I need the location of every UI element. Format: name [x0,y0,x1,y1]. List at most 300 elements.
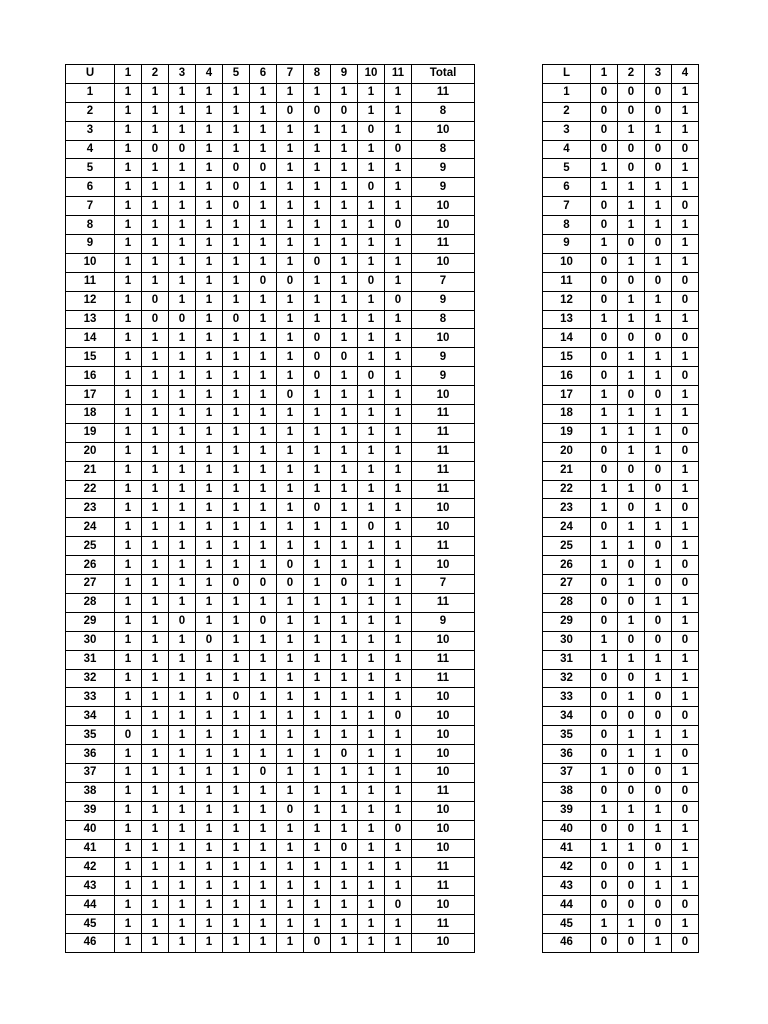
upper-score-cell: 1 [358,933,385,952]
lower-row-number: 36 [543,745,591,764]
table-row [543,253,699,272]
lower-row-number: 41 [543,839,591,858]
upper-score-cell: 1 [250,593,277,612]
upper-column-header: 5 [223,65,250,84]
upper-score-cell: 1 [385,631,412,650]
upper-score-cell: 1 [250,442,277,461]
lower-score-cell: 1 [672,386,699,405]
table-row [66,575,475,594]
table-row [66,197,475,216]
upper-score-cell: 1 [304,405,331,424]
upper-score-cell: 1 [196,121,223,140]
upper-score-cell: 1 [304,121,331,140]
lower-score-cell: 1 [672,669,699,688]
upper-score-cell: 0 [223,310,250,329]
lower-score-cell: 1 [618,650,645,669]
table-row [543,688,699,707]
lower-row-number: 14 [543,329,591,348]
upper-score-cell: 1 [331,896,358,915]
upper-score-cell: 1 [385,159,412,178]
lower-score-cell: 0 [591,272,618,291]
upper-score-cell: 1 [304,877,331,896]
upper-score-cell: 1 [169,178,196,197]
lower-score-cell: 0 [645,102,672,121]
upper-score-cell: 1 [385,915,412,934]
upper-score-cell: 1 [142,423,169,442]
upper-score-cell: 1 [304,858,331,877]
lower-score-cell: 0 [591,140,618,159]
upper-score-cell: 1 [277,593,304,612]
upper-score-cell: 1 [115,631,142,650]
lower-score-cell: 1 [672,915,699,934]
upper-column-header: Total [412,65,475,84]
lower-score-cell: 1 [618,915,645,934]
upper-score-cell: 1 [385,839,412,858]
upper-score-cell: 1 [142,197,169,216]
lower-score-cell: 1 [645,933,672,952]
lower-score-cell: 1 [591,650,618,669]
upper-score-cell: 1 [331,442,358,461]
upper-score-cell: 1 [277,650,304,669]
upper-score-cell: 1 [223,782,250,801]
lower-score-cell: 1 [672,253,699,272]
upper-score-cell: 1 [358,877,385,896]
upper-score-cell: 1 [142,348,169,367]
upper-total-cell: 10 [412,329,475,348]
lower-row-number: 23 [543,499,591,518]
upper-score-cell: 1 [385,669,412,688]
upper-score-cell: 0 [385,820,412,839]
upper-score-cell: 0 [277,386,304,405]
upper-score-cell: 1 [115,216,142,235]
lower-score-cell: 0 [591,612,618,631]
upper-row-number: 36 [66,745,115,764]
lower-score-cell: 0 [591,820,618,839]
upper-score-cell: 1 [250,707,277,726]
lower-row-number: 10 [543,253,591,272]
upper-column-header: 2 [142,65,169,84]
upper-score-cell: 1 [277,537,304,556]
upper-score-cell: 1 [142,83,169,102]
upper-score-cell: 1 [169,216,196,235]
upper-score-cell: 1 [142,933,169,952]
upper-total-cell: 10 [412,726,475,745]
upper-score-cell: 1 [304,839,331,858]
table-row [543,480,699,499]
upper-score-cell: 1 [385,933,412,952]
upper-column-header: U [66,65,115,84]
upper-score-cell: 1 [277,348,304,367]
table-row [66,83,475,102]
upper-row-number: 28 [66,593,115,612]
upper-total-cell: 11 [412,669,475,688]
upper-score-cell: 1 [196,348,223,367]
lower-score-cell: 0 [645,235,672,254]
upper-score-cell: 1 [250,839,277,858]
upper-score-cell: 1 [115,253,142,272]
lower-row-number: 19 [543,423,591,442]
upper-score-cell: 1 [196,272,223,291]
upper-score-cell: 1 [115,405,142,424]
upper-score-cell: 1 [142,745,169,764]
upper-score-cell: 1 [169,858,196,877]
upper-row-number: 2 [66,102,115,121]
table-row [543,83,699,102]
upper-score-cell: 1 [277,518,304,537]
upper-row-number: 46 [66,933,115,952]
table-row [66,915,475,934]
upper-score-cell: 1 [250,329,277,348]
upper-score-cell: 1 [250,915,277,934]
lower-score-cell: 0 [672,423,699,442]
upper-row-number: 24 [66,518,115,537]
upper-score-cell: 0 [358,367,385,386]
upper-score-cell: 1 [304,631,331,650]
table-row [543,575,699,594]
lower-score-cell: 1 [618,537,645,556]
lower-row-number: 24 [543,518,591,537]
upper-score-cell: 1 [385,405,412,424]
upper-row-number: 26 [66,556,115,575]
upper-score-cell: 1 [196,499,223,518]
lower-score-cell: 0 [618,896,645,915]
upper-score-cell: 1 [250,933,277,952]
upper-score-cell: 1 [385,386,412,405]
upper-score-cell: 1 [358,839,385,858]
lower-row-number: 30 [543,631,591,650]
upper-score-cell: 1 [142,253,169,272]
table-row [543,235,699,254]
upper-score-cell: 1 [358,159,385,178]
upper-total-cell: 8 [412,310,475,329]
upper-score-cell: 1 [169,480,196,499]
upper-score-cell: 1 [196,461,223,480]
upper-score-cell: 1 [304,669,331,688]
lower-score-cell: 0 [591,348,618,367]
upper-score-cell: 1 [277,140,304,159]
upper-total-cell: 9 [412,178,475,197]
table-row [543,348,699,367]
lower-score-cell: 0 [645,915,672,934]
upper-row-number: 40 [66,820,115,839]
upper-score-cell: 1 [358,216,385,235]
upper-score-cell: 1 [142,593,169,612]
upper-score-cell: 1 [250,650,277,669]
upper-score-cell: 1 [169,575,196,594]
upper-score-cell: 1 [304,896,331,915]
lower-score-cell: 0 [672,499,699,518]
upper-score-cell: 1 [331,329,358,348]
upper-row-number: 22 [66,480,115,499]
upper-score-cell: 1 [385,801,412,820]
upper-row-number: 5 [66,159,115,178]
upper-total-cell: 10 [412,801,475,820]
lower-score-cell: 0 [645,461,672,480]
upper-total-cell: 10 [412,933,475,952]
upper-score-cell: 1 [169,726,196,745]
upper-total-cell: 8 [412,140,475,159]
upper-score-cell: 1 [142,537,169,556]
upper-score-cell: 1 [358,858,385,877]
lower-score-cell: 1 [618,801,645,820]
upper-row-number: 16 [66,367,115,386]
lower-score-cell: 1 [618,442,645,461]
upper-score-cell: 1 [115,839,142,858]
upper-score-cell: 1 [169,631,196,650]
upper-score-cell: 0 [223,197,250,216]
upper-score-cell: 1 [385,253,412,272]
lower-score-cell: 0 [591,329,618,348]
upper-score-cell: 1 [385,423,412,442]
upper-total-cell: 10 [412,386,475,405]
lower-table-header [543,65,699,84]
upper-score-cell: 1 [385,272,412,291]
upper-row-number: 19 [66,423,115,442]
lower-row-number: 4 [543,140,591,159]
upper-score-cell: 0 [223,159,250,178]
table-row [543,612,699,631]
upper-score-cell: 1 [358,499,385,518]
upper-score-cell: 1 [169,669,196,688]
upper-score-cell: 1 [196,915,223,934]
lower-score-cell: 1 [645,801,672,820]
upper-score-cell: 1 [115,178,142,197]
upper-score-cell: 1 [331,915,358,934]
lower-score-cell: 1 [672,480,699,499]
lower-header-row [543,65,699,84]
lower-score-cell: 0 [618,83,645,102]
upper-score-cell: 1 [304,423,331,442]
upper-column-header: 4 [196,65,223,84]
table-row [66,367,475,386]
upper-score-cell: 1 [169,877,196,896]
upper-score-cell: 1 [358,707,385,726]
upper-score-cell: 1 [304,386,331,405]
lower-score-cell: 1 [591,235,618,254]
table-row [66,329,475,348]
upper-score-cell: 0 [277,575,304,594]
upper-score-cell: 1 [304,518,331,537]
upper-score-cell: 1 [304,235,331,254]
lower-score-cell: 1 [672,763,699,782]
upper-score-cell: 1 [358,575,385,594]
upper-score-cell: 1 [115,575,142,594]
upper-score-cell: 1 [250,178,277,197]
upper-score-cell: 1 [169,159,196,178]
upper-score-cell: 1 [304,480,331,499]
upper-score-cell: 1 [142,272,169,291]
upper-row-number: 29 [66,612,115,631]
lower-score-cell: 0 [672,556,699,575]
lower-row-number: 1 [543,83,591,102]
upper-total-cell: 10 [412,556,475,575]
upper-score-cell: 1 [115,235,142,254]
lower-score-cell: 1 [618,310,645,329]
upper-score-cell: 1 [385,556,412,575]
upper-score-cell: 1 [331,556,358,575]
lower-score-cell: 0 [672,442,699,461]
upper-total-cell: 11 [412,650,475,669]
lower-score-cell: 1 [618,423,645,442]
upper-score-cell: 0 [169,140,196,159]
upper-row-number: 41 [66,839,115,858]
upper-score-cell: 1 [169,650,196,669]
upper-row-number: 21 [66,461,115,480]
upper-score-cell: 1 [169,896,196,915]
lower-score-cell: 0 [591,669,618,688]
upper-score-cell: 0 [304,933,331,952]
upper-score-cell: 1 [331,367,358,386]
upper-table-header [66,65,475,84]
upper-score-cell: 1 [223,518,250,537]
upper-score-cell: 1 [331,121,358,140]
lower-score-cell: 1 [618,745,645,764]
upper-score-cell: 1 [142,858,169,877]
upper-score-cell: 1 [331,140,358,159]
upper-score-cell: 1 [250,896,277,915]
upper-score-cell: 1 [385,499,412,518]
upper-score-cell: 1 [115,782,142,801]
table-row [543,820,699,839]
upper-score-cell: 1 [142,575,169,594]
lower-score-cell: 1 [672,726,699,745]
upper-score-cell: 1 [304,782,331,801]
upper-score-cell: 1 [196,518,223,537]
upper-total-cell: 11 [412,235,475,254]
upper-row-number: 38 [66,782,115,801]
upper-score-cell: 0 [304,367,331,386]
upper-score-cell: 1 [142,480,169,499]
upper-score-cell: 1 [196,216,223,235]
upper-row-number: 18 [66,405,115,424]
upper-score-cell: 1 [142,688,169,707]
upper-score-cell: 1 [331,83,358,102]
upper-row-number: 33 [66,688,115,707]
upper-row-number: 20 [66,442,115,461]
upper-score-cell: 1 [331,310,358,329]
upper-total-cell: 9 [412,612,475,631]
table-row [543,405,699,424]
upper-score-cell: 0 [250,272,277,291]
upper-score-cell: 1 [331,707,358,726]
lower-row-number: 26 [543,556,591,575]
upper-score-cell: 1 [169,291,196,310]
upper-total-cell: 10 [412,216,475,235]
upper-score-cell: 1 [223,216,250,235]
lower-score-cell: 1 [591,537,618,556]
upper-score-cell: 1 [223,650,250,669]
table-row [543,782,699,801]
upper-score-cell: 1 [115,745,142,764]
upper-total-cell: 10 [412,518,475,537]
lower-row-number: 3 [543,121,591,140]
upper-score-cell: 0 [358,272,385,291]
upper-score-cell: 1 [385,367,412,386]
lower-score-cell: 1 [645,820,672,839]
upper-score-cell: 1 [250,820,277,839]
table-row [66,669,475,688]
upper-score-cell: 1 [142,763,169,782]
upper-score-cell: 0 [331,102,358,121]
upper-score-cell: 1 [331,480,358,499]
upper-score-cell: 1 [142,121,169,140]
lower-row-number: 37 [543,763,591,782]
upper-total-cell: 10 [412,121,475,140]
upper-score-cell: 1 [196,442,223,461]
table-row [66,253,475,272]
upper-total-cell: 11 [412,480,475,499]
upper-total-cell: 9 [412,367,475,386]
upper-score-cell: 1 [142,499,169,518]
upper-score-cell: 1 [277,253,304,272]
upper-row-number: 6 [66,178,115,197]
lower-score-cell: 1 [618,197,645,216]
lower-score-cell: 1 [672,537,699,556]
upper-column-header: 10 [358,65,385,84]
lower-score-cell: 0 [645,631,672,650]
lower-row-number: 28 [543,593,591,612]
lower-score-cell: 0 [591,593,618,612]
upper-score-cell: 1 [196,593,223,612]
upper-score-cell: 1 [385,518,412,537]
upper-score-cell: 1 [358,688,385,707]
upper-score-cell: 1 [169,707,196,726]
upper-score-cell: 1 [142,235,169,254]
upper-score-cell: 1 [331,291,358,310]
upper-score-cell: 1 [385,348,412,367]
upper-score-cell: 1 [115,291,142,310]
upper-score-cell: 1 [223,386,250,405]
upper-score-cell: 1 [223,461,250,480]
table-row [543,933,699,952]
lower-score-cell: 0 [645,537,672,556]
lower-score-cell: 1 [591,405,618,424]
upper-score-cell: 1 [223,480,250,499]
upper-score-cell: 1 [277,159,304,178]
upper-score-cell: 1 [115,518,142,537]
lower-score-cell: 0 [672,782,699,801]
table-row [543,367,699,386]
upper-score-cell: 1 [115,537,142,556]
upper-score-cell: 1 [250,405,277,424]
upper-row-number: 9 [66,235,115,254]
upper-score-cell: 1 [331,518,358,537]
upper-total-cell: 10 [412,253,475,272]
lower-score-cell: 0 [591,518,618,537]
upper-column-header: 6 [250,65,277,84]
lower-score-cell: 1 [672,518,699,537]
upper-score-cell: 1 [196,310,223,329]
upper-row-number: 31 [66,650,115,669]
upper-score-cell: 1 [115,329,142,348]
lower-score-cell: 1 [618,367,645,386]
upper-score-cell: 0 [169,310,196,329]
upper-score-cell: 1 [304,612,331,631]
upper-score-cell: 1 [385,83,412,102]
lower-score-cell: 0 [645,140,672,159]
upper-score-cell: 1 [196,235,223,254]
table-row [543,915,699,934]
upper-score-cell: 1 [331,669,358,688]
upper-score-cell: 0 [385,707,412,726]
lower-score-cell: 0 [591,933,618,952]
lower-score-cell: 0 [618,631,645,650]
lower-score-cell: 0 [672,329,699,348]
upper-score-cell: 1 [169,499,196,518]
upper-total-cell: 10 [412,745,475,764]
upper-score-cell: 1 [169,197,196,216]
lower-score-cell: 0 [618,707,645,726]
